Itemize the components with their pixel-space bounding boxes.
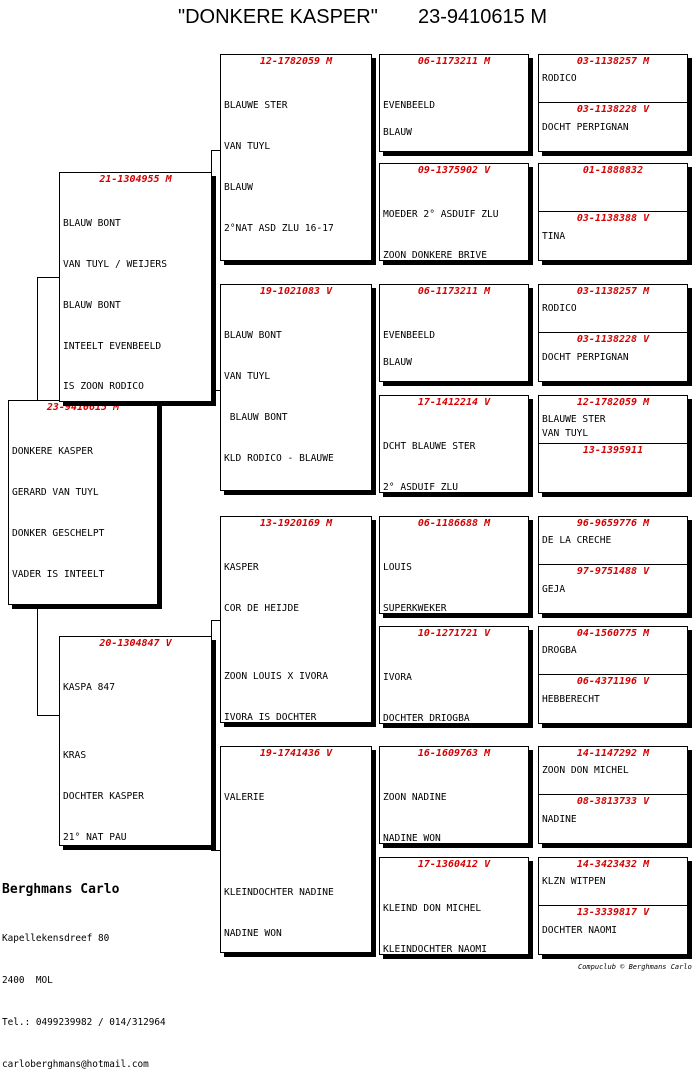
mother-name: HEBBERECHT (542, 694, 600, 705)
ring-number: 06-1173211 M (417, 286, 491, 297)
description-line: KLEINDOCHTER NAOMI (383, 944, 487, 955)
pair-divider (539, 332, 687, 333)
ring-number-mother: 97-9751488 V (576, 566, 650, 577)
ring-number-father: 01-1888832 (582, 165, 644, 176)
ring-number: 06-1186688 M (417, 518, 491, 529)
description-line: 21° NAT PAU (63, 831, 127, 843)
pigeon-card-ggp (379, 395, 529, 493)
description-line: IVORA (383, 672, 412, 684)
ring-number-mother: 06-4371196 V (576, 676, 650, 687)
pair-divider (539, 564, 687, 565)
description-line: VALERIE (224, 792, 265, 804)
description-line: DOCHTER DRIOGBA (383, 713, 470, 724)
description-line: IVORA IS DOCHTER (224, 711, 317, 723)
pigeon-card-father (59, 172, 212, 402)
pigeon-card-ggp (379, 626, 529, 724)
pigeon-card-gggp-pair (538, 857, 688, 955)
pigeon-description (224, 72, 369, 261)
description-line: DONKER GESCHELPT (12, 527, 105, 539)
description-line: 2°NAT ASD ZLU 16-17 (224, 222, 334, 234)
breeder-email: carloberghmans@hotmail.com (2, 1059, 149, 1070)
pigeon-card-gggp-pair (538, 163, 688, 261)
pedigree-title (0, 6, 696, 30)
description-line: NADINE WON (224, 928, 282, 940)
pigeon-description-bottom (383, 575, 526, 614)
breeder-city: 2400 MOL (2, 975, 53, 986)
description-line: NADINE WON (383, 833, 441, 844)
ring-number-mother: 03-1138228 V (576, 334, 650, 345)
pair-divider (539, 794, 687, 795)
pigeon-card-gggp-pair (538, 626, 688, 724)
pigeon-description-bottom (383, 454, 526, 493)
mother-name: DOCHT PERPIGNAN (542, 352, 629, 363)
description-line: BLAUW BONT (63, 218, 121, 230)
pigeon-description-bottom (383, 222, 526, 261)
description-line: BLAUW (383, 127, 412, 139)
pigeon-description (224, 302, 369, 491)
description-line: KRAS (63, 750, 87, 762)
connector-line (37, 277, 59, 278)
description-line: BLAUWE STER (224, 100, 288, 112)
pigeon-card-ggp (379, 857, 529, 955)
mother-name: DOCHTER NAOMI (542, 925, 618, 936)
description-line: ZOON DONKERE BRIVE (383, 250, 487, 261)
description-line: DONKERE KASPER (12, 446, 93, 458)
ring-number: 20-1304847 V (99, 638, 172, 649)
pigeon-description-bottom (383, 99, 526, 152)
description-line: KASPER (224, 562, 259, 574)
pigeon-description-bottom (383, 805, 526, 844)
pigeon-card-grandfather-paternal (220, 54, 372, 261)
pair-divider (539, 674, 687, 675)
pigeon-card-grandmother-paternal (220, 284, 372, 491)
mother-name: GEJA (542, 584, 566, 595)
pigeon-description (224, 764, 369, 953)
pigeon-name-title: "DONKERE KASPER" (178, 6, 378, 28)
description-line: LOUIS (383, 562, 412, 574)
software-credit: Compuclub © Berghmans Carlo (578, 963, 692, 971)
description-line: BLAUW BONT (63, 299, 121, 311)
description-line: VAN TUYL (224, 140, 271, 152)
description-line: 2° ASDUIF ZLU (383, 482, 459, 493)
breeder-address: Kapellekensdreef 80 (2, 933, 110, 944)
father-name: RODICO (542, 73, 577, 84)
description-line: BLAUW BONT (224, 330, 282, 342)
breeder-phone: Tel.: 0499239982 / 014/312964 (2, 1017, 166, 1028)
pigeon-description-bottom (383, 329, 526, 382)
pair-divider (539, 211, 687, 212)
connector-line (37, 715, 59, 716)
ring-number-father: 04-1560775 M (576, 628, 650, 639)
connector-line (211, 150, 220, 151)
pigeon-card-gggp-pair (538, 284, 688, 382)
description-line: KLEINDOCHTER NADINE (224, 887, 334, 899)
pigeon-description-bottom (383, 916, 526, 955)
connector-line (37, 605, 38, 715)
description-line: DCHT BLAUWE STER (383, 441, 476, 453)
pigeon-card-ggp (379, 516, 529, 614)
father-name: ZOON DON MICHEL (542, 765, 629, 776)
description-line: COR DE HEIJDE (224, 602, 300, 614)
pigeon-description (63, 190, 209, 402)
pair-divider (539, 102, 687, 103)
pigeon-card-grandfather-maternal (220, 516, 372, 723)
pigeon-card-ggp (379, 284, 529, 382)
ring-number: 06-1173211 M (417, 56, 491, 67)
description-line: VAN TUYL (224, 370, 271, 382)
ring-number-father: 03-1138257 M (576, 286, 650, 297)
father-name: KLZN WITPEN (542, 876, 606, 887)
mother-name: DOCHT PERPIGNAN (542, 122, 629, 133)
ring-number-mother: 03-1138388 V (576, 213, 650, 224)
ring-number: 17-1412214 V (417, 397, 491, 408)
father-name: BLAUWE STER VAN TUYL (542, 414, 606, 439)
pigeon-card-mother (59, 636, 212, 846)
pigeon-card-ggp (379, 163, 529, 261)
ring-number: 21-1304955 M (99, 174, 172, 185)
ring-number-mother: 13-1395911 (582, 445, 644, 456)
pigeon-ring-title: 23-9410615 M (418, 6, 547, 28)
pigeon-card-ggp (379, 746, 529, 844)
pigeon-card-gggp-pair (538, 746, 688, 844)
description-line: INTEELT EVENBEELD (63, 340, 162, 352)
description-line: BLAUW BONT (224, 411, 288, 423)
description-line: GERARD VAN TUYL (12, 486, 99, 498)
ring-number: 12-1782059 M (259, 56, 333, 67)
ring-number: 13-1920169 M (259, 518, 333, 529)
breeder-contact (2, 904, 166, 1086)
description-line: EVENBEELD (383, 330, 435, 342)
pigeon-card-subject (8, 400, 158, 605)
father-name: RODICO (542, 303, 577, 314)
ring-number: 19-1741436 V (259, 748, 333, 759)
pigeon-card-grandmother-maternal (220, 746, 372, 953)
ring-number-father: 14-1147292 M (576, 748, 650, 759)
pigeon-description (12, 418, 155, 605)
pair-divider (539, 905, 687, 906)
father-name: DROGBA (542, 645, 577, 656)
pair-divider (539, 443, 687, 444)
pigeon-description (63, 654, 209, 846)
description-line: BLAUW (383, 357, 412, 369)
father-name: DE LA CRECHE (542, 535, 612, 546)
description-line: VADER IS INTEELT (12, 568, 105, 580)
ring-number: 16-1609763 M (417, 748, 491, 759)
description-line: SUPERKWEKER (383, 603, 447, 614)
ring-number: 19-1021083 V (259, 286, 333, 297)
ring-number-mother: 03-1138228 V (576, 104, 650, 115)
connector-line (37, 277, 38, 400)
description-line: KLD RODICO - BLAUWE (224, 452, 334, 464)
ring-number: 09-1375902 V (417, 165, 491, 176)
connector-line (211, 620, 220, 621)
pigeon-card-ggp (379, 54, 529, 152)
ring-number-father: 14-3423432 M (576, 859, 650, 870)
description-line: DOCHTER KASPER (63, 790, 144, 802)
description-line: BLAUW (224, 181, 253, 193)
description-line: VAN TUYL / WEIJERS (63, 258, 167, 270)
connector-line (211, 390, 220, 391)
description-line: IS ZOON RODICO (63, 381, 144, 393)
description-line: KASPA 847 (63, 682, 115, 694)
pigeon-card-gggp-pair (538, 54, 688, 152)
ring-number-father: 12-1782059 M (576, 397, 650, 408)
description-line: ZOON NADINE (383, 792, 447, 804)
ring-number: 23-9410615 M (46, 402, 120, 413)
mother-name: NADINE (542, 814, 577, 825)
connector-line (211, 850, 220, 851)
ring-number-father: 96-9659776 M (576, 518, 650, 529)
pigeon-description (224, 534, 369, 723)
description-line: MOEDER 2° ASDUIF ZLU (383, 209, 499, 221)
ring-number: 17-1360412 V (417, 859, 491, 870)
ring-number-father: 03-1138257 M (576, 56, 650, 67)
pigeon-description-bottom (383, 685, 526, 724)
description-line: ZOON LOUIS X IVORA (224, 670, 328, 682)
ring-number-mother: 08-3813733 V (576, 796, 650, 807)
ring-number: 10-1271721 V (417, 628, 491, 639)
mother-name: TINA (542, 231, 566, 242)
pigeon-card-gggp-pair (538, 395, 688, 493)
breeder-name: Berghmans Carlo (2, 882, 120, 897)
description-line: KLEIND DON MICHEL (383, 903, 482, 915)
description-line: EVENBEELD (383, 100, 435, 112)
pigeon-card-gggp-pair (538, 516, 688, 614)
ring-number-mother: 13-3339817 V (576, 907, 650, 918)
